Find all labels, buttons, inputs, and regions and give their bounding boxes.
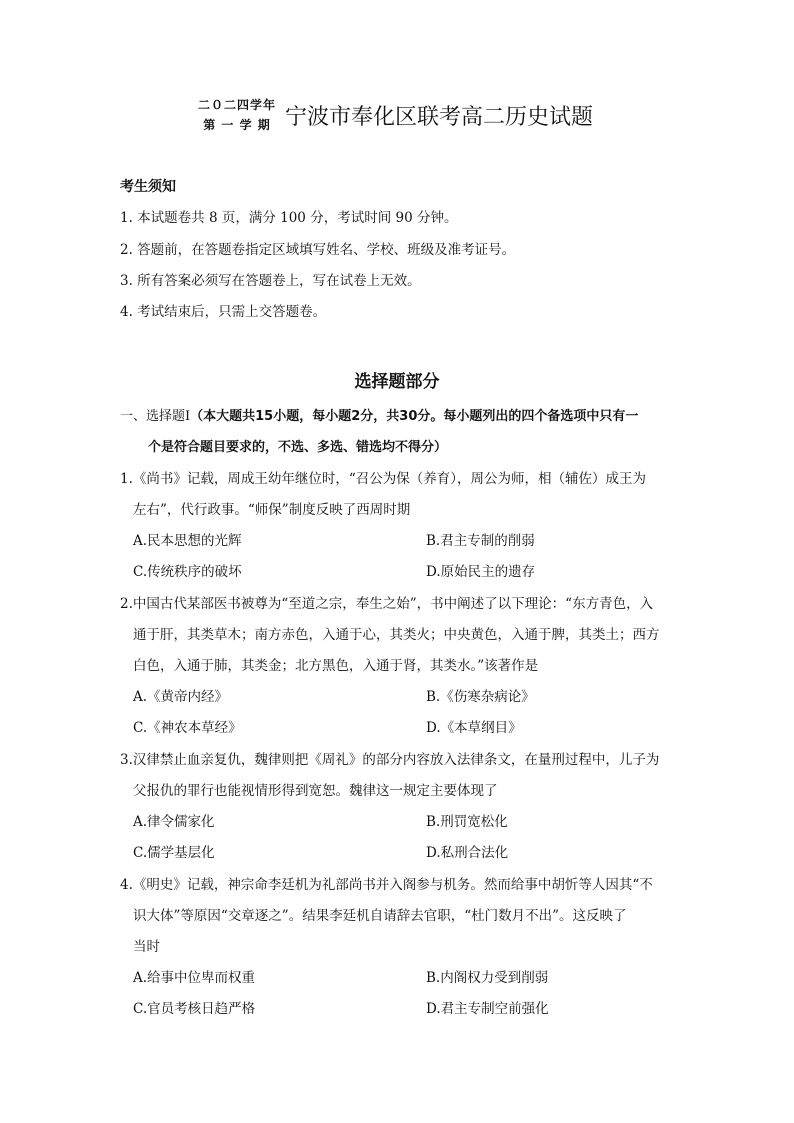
notice-item: 1. 本试题卷共 8 页，满分 100 分，考试时间 90 分钟。 — [120, 210, 458, 226]
question-1-option-d[interactable]: D.原始民主的遗存 — [426, 564, 536, 580]
question-2-text: 2.中国古代某部医书被尊为“至道之宗，奉生之始”，书中阐述了以下理论：“东方青色，入 — [120, 596, 654, 612]
question-3-option-b[interactable]: B.刑罚宽松化 — [426, 814, 508, 830]
question-3-option-c[interactable]: C.儒学基层化 — [133, 845, 215, 861]
notice-item: 2. 答题前，在答题卷指定区域填写姓名、学校、班级及准考证号。 — [120, 242, 516, 258]
part-description-continued: 个是符合题目要求的，不选、多选、错选均不得分） — [148, 440, 448, 455]
question-1-option-b[interactable]: B.君主专制的削弱 — [426, 533, 535, 549]
question-4-text: 当时 — [133, 939, 160, 955]
question-4-option-b[interactable]: B.内阁权力受到削弱 — [426, 970, 549, 986]
question-3-option-d[interactable]: D.私刑合法化 — [426, 845, 509, 861]
question-4-option-c[interactable]: C.官员考核日趋严格 — [133, 1001, 256, 1017]
question-2-option-a[interactable]: A.《黄帝内经》 — [133, 689, 229, 705]
question-2-option-d[interactable]: D.《本草纲目》 — [426, 720, 522, 736]
question-2-option-b[interactable]: B.《伤寒杂病论》 — [426, 689, 535, 705]
question-2-text: 白色，入通于肺，其类金；北方黑色，入通于肾，其类水。”该著作是 — [133, 658, 539, 674]
question-4-option-d[interactable]: D.君主专制空前强化 — [426, 1001, 549, 1017]
question-3-text: 父报仇的罪行也能视情形得到宽恕。魏律这一规定主要体现了 — [133, 783, 498, 799]
question-1-text: 左右”，代行政事。“师保”制度反映了西周时期 — [133, 502, 411, 518]
notice-item: 3. 所有答案必须写在答题卷上，写在试卷上无效。 — [120, 273, 421, 289]
school-year: 二０二四学年 — [197, 98, 276, 112]
question-2-text: 通于肝，其类草木；南方赤色，入通于心，其类火；中央黄色，入通于脾，其类土；西方 — [133, 627, 660, 643]
part-label: 一、选择题Ⅰ — [120, 409, 191, 424]
question-1-text: 1.《尚书》记载，周成王幼年继位时，“召公为保（养育），周公为师，相（辅佐）成王为 — [120, 471, 647, 487]
question-1-option-a[interactable]: A.民本思想的光辉 — [133, 533, 242, 549]
question-3-text: 3.汉律禁止血亲复仇，魏律则把《周礼》的部分内容放入法律条文，在量刑过程中，儿子为 — [120, 752, 660, 768]
notice-item: 4. 考试结束后，只需上交答题卷。 — [120, 304, 327, 320]
semester: 第 一 学 期 — [203, 118, 271, 132]
question-1-option-c[interactable]: C.传统秩序的破坏 — [133, 564, 242, 580]
question-3-option-a[interactable]: A.律令儒家化 — [133, 814, 215, 830]
question-4-text: 4.《明史》记载，神宗命李廷机为礼部尚书并入阁参与机务。然而给事中胡忻等人因其“不 — [120, 877, 653, 893]
exam-title: 宁波市奉化区联考高二历史试题 — [285, 105, 594, 130]
question-4-text: 识大体”等原因“交章逐之”。结果李廷机自请辞去官职，“杜门数月不出”。这反映了 — [133, 908, 627, 924]
part-description: （本大题共15小题，每小题2分，共30分。每小题列出的四个备选项中只有一 — [190, 409, 639, 424]
question-4-option-a[interactable]: A.给事中位卑而权重 — [133, 970, 256, 986]
question-2-option-c[interactable]: C.《神农本草经》 — [133, 720, 242, 736]
part-heading — [120, 405, 638, 424]
section-title: 选择题部分 — [354, 372, 440, 392]
notice-heading: 考生须知 — [120, 179, 176, 195]
